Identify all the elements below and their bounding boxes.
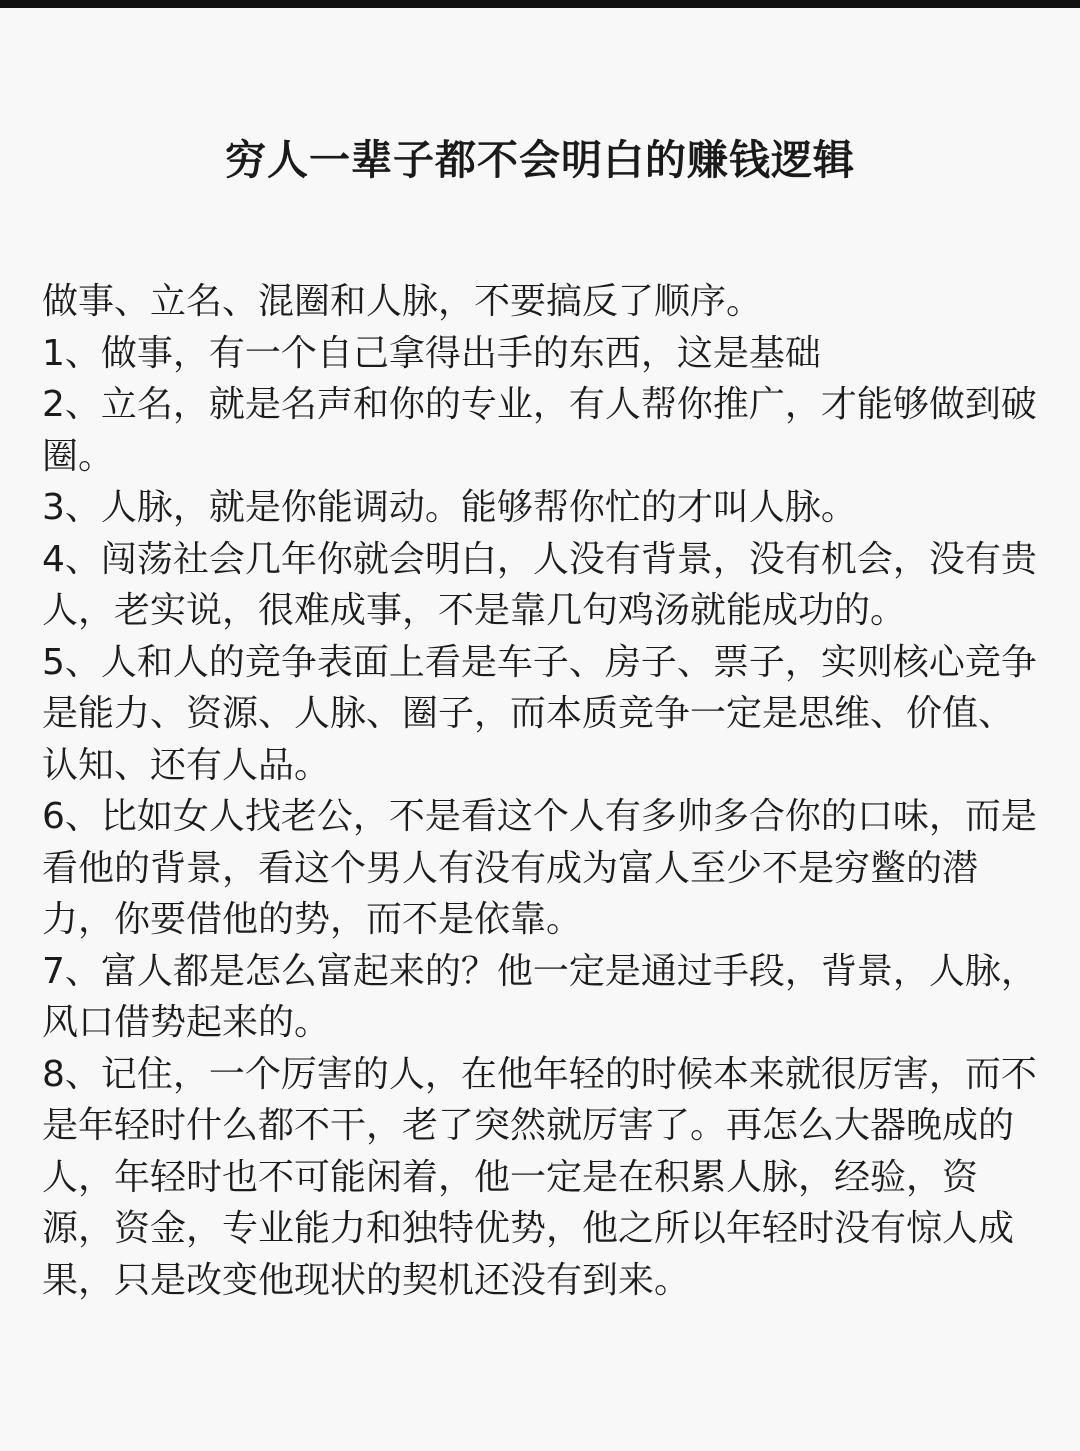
list-item-5: 5、人和人的竞争表面上看是车子、房子、票子，实则核心竞争是能力、资源、人脉、圈子，而本质竞争一定是思维、价值、认知、还有人品。 [42, 641, 1037, 786]
document-page [0, 8, 1080, 1451]
top-edge-bar [0, 0, 1080, 8]
intro-paragraph: 做事、立名、混圈和人脉，不要搞反了顺序。 [42, 281, 763, 322]
list-item-1: 1、做事，有一个自己拿得出手的东西，这是基础 [42, 332, 821, 374]
document-body [42, 276, 1042, 1306]
list-item-3: 3、人脉，就是你能调动。能够帮你忙的才叫人脉。 [42, 487, 857, 528]
list-item-4: 4、闯荡社会几年你就会明白，人没有背景，没有机会，没有贵人，老实说，很难成事，不是靠几句鸡汤就能成功的。 [42, 538, 1037, 631]
list-item-2: 2、立名，就是名声和你的专业，有人帮你推广，才能够做到破圈。 [42, 384, 1037, 477]
list-item-8: 8、记住，一个厉害的人，在他年轻的时候本来就很厉害，而不是年轻时什么都不干，老了突然就厉害了。再怎么大器晚成的人，年轻时也不可能闲着，他一定是在积累人脉，经验，资源，资金，专业能力和独特优势，他之所以年轻时没有惊人成果，只是改变他现状的契机还没有到来。 [42, 1053, 1037, 1301]
list-item-7: 7、富人都是怎么富起来的？他一定是通过手段，背景，人脉，风口借势起来的。 [42, 950, 1037, 1043]
document-title: 穷人一辈子都不会明白的赚钱逻辑 [225, 136, 855, 184]
list-item-6: 6、比如女人找老公，不是看这个人有多帅多合你的口味，而是看他的背景，看这个男人有没有成为富人至少不是穷鳖的潜力，你要借他的势，而不是依靠。 [42, 796, 1037, 940]
